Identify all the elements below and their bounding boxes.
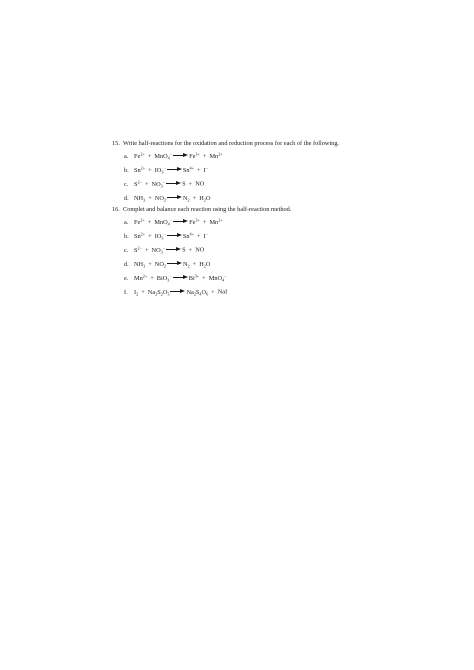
chemical-species: [154, 150, 173, 160]
species-charge: 2+: [218, 150, 223, 156]
chemical-species: [209, 150, 223, 160]
chemical-species: [218, 289, 227, 296]
plus-sign: +: [202, 218, 207, 226]
species-charge: 3+: [195, 150, 200, 156]
species-symbol: NO: [154, 260, 164, 268]
equation-15a: [124, 152, 223, 161]
species-symbol: O: [205, 260, 211, 268]
species-symbol: N: [182, 194, 188, 202]
species-subscript: 3: [167, 290, 170, 296]
species-subscript: 2: [163, 196, 166, 202]
item-letter: d.: [124, 260, 129, 268]
species-symbol: S: [182, 180, 186, 188]
species-symbol: MnO: [154, 152, 168, 160]
plus-sign: +: [147, 152, 152, 160]
species-symbol: H: [199, 194, 204, 202]
equation-16a: [124, 218, 223, 227]
plus-sign: +: [196, 232, 201, 240]
species-charge: 2+: [218, 216, 223, 222]
species-charge: 2−: [137, 244, 142, 250]
chemical-species: [134, 244, 142, 254]
species-subscript: 4: [222, 276, 225, 282]
species-symbol: MnO: [154, 218, 168, 226]
species-symbol: Mn: [134, 274, 143, 282]
reaction-arrow-icon: [166, 246, 181, 252]
species-subscript: 2: [187, 196, 190, 202]
item-letter: a.: [124, 218, 129, 226]
species-subscript: 2: [203, 262, 206, 268]
species-symbol: NO: [151, 180, 161, 188]
species-symbol: I: [203, 232, 206, 240]
chemical-species: [208, 272, 227, 282]
plus-sign: +: [148, 194, 152, 202]
species-symbol: N: [182, 260, 188, 268]
species-charge: 2+: [142, 272, 148, 278]
chemical-species: [134, 272, 148, 282]
species-symbol: NO: [195, 180, 205, 188]
plus-sign: +: [144, 246, 149, 254]
species-charge: 4+: [189, 230, 194, 236]
species-subscript: 3: [161, 168, 164, 174]
chemical-species: [154, 216, 173, 226]
chemical-species: [151, 178, 166, 188]
species-symbol: Fe: [134, 218, 141, 226]
species-symbol: S: [134, 180, 138, 188]
reaction-arrow-icon: [167, 166, 182, 172]
species-symbol: S: [195, 288, 200, 296]
species-subscript: 3: [167, 276, 170, 282]
species-charge: −: [205, 230, 208, 236]
question-number: 15.: [112, 140, 120, 147]
species-symbol: S: [134, 246, 138, 254]
species-symbol: Na: [147, 288, 156, 296]
chemical-species: [203, 164, 208, 174]
chemical-species: [134, 178, 142, 188]
species-symbol: Bi: [188, 274, 195, 282]
species-charge: 4+: [189, 164, 194, 170]
plus-sign: +: [141, 288, 145, 296]
item-letter: f.: [124, 288, 128, 296]
equation-16d: [124, 260, 210, 269]
chemical-species: [134, 164, 146, 174]
equation-15d: [124, 194, 210, 203]
species-symbol: Fe: [189, 218, 196, 226]
chemical-species: [154, 164, 166, 174]
item-letter: b.: [124, 166, 129, 174]
plus-sign: +: [202, 274, 206, 282]
species-symbol: S: [182, 246, 186, 254]
reaction-arrow-icon: [173, 274, 188, 280]
species-symbol: Fe: [189, 152, 196, 160]
species-subscript: 2: [193, 290, 196, 296]
plus-sign: +: [202, 152, 207, 160]
plus-sign: +: [196, 166, 201, 174]
plus-sign: +: [211, 288, 215, 296]
equation-16f: [124, 288, 227, 297]
species-subscript: 2: [136, 290, 139, 296]
chemical-species: [148, 289, 170, 296]
equation-16b: [124, 232, 208, 241]
chemical-species: [203, 230, 208, 240]
plus-sign: +: [192, 260, 197, 268]
chemical-species: [195, 247, 204, 254]
chemical-species: [151, 244, 166, 254]
species-symbol: Sn: [182, 166, 190, 174]
chemical-species: [209, 216, 223, 226]
question-number: 16.: [112, 206, 120, 213]
species-charge: −: [162, 178, 166, 184]
question-text: Write half-reactions for the oxidation and reduction process for each of the following.: [123, 140, 340, 147]
species-charge: 2+: [140, 150, 145, 156]
chemical-species: [182, 164, 194, 174]
species-symbol: NaI: [217, 288, 228, 296]
species-charge: −: [163, 164, 166, 170]
species-charge: −: [205, 164, 208, 170]
species-symbol: O: [201, 288, 207, 296]
species-subscript: 2: [203, 196, 206, 202]
species-symbol: IO: [154, 232, 162, 240]
species-symbol: Mn: [209, 152, 219, 160]
equation-16c: [124, 246, 204, 255]
species-symbol: Fe: [134, 152, 141, 160]
chemical-species: [155, 195, 166, 202]
item-letter: e.: [124, 274, 129, 282]
species-charge: 3+: [195, 216, 200, 222]
species-symbol: I: [134, 288, 137, 296]
species-subscript: 4: [167, 220, 170, 226]
species-charge: 3+: [194, 272, 200, 278]
species-symbol: NH: [134, 194, 144, 202]
species-subscript: 3: [160, 248, 163, 254]
species-symbol: O: [162, 288, 168, 296]
species-symbol: IO: [154, 166, 162, 174]
species-charge: −: [169, 216, 173, 222]
reaction-arrow-icon: [173, 152, 188, 158]
species-charge: 2−: [137, 178, 142, 184]
item-letter: d.: [124, 194, 129, 202]
species-subscript: 3: [143, 262, 146, 268]
item-letter: c.: [124, 180, 129, 188]
question-16: [112, 206, 291, 214]
species-subscript: 2: [155, 290, 158, 296]
plus-sign: +: [188, 180, 193, 188]
species-subscript: 4: [167, 154, 170, 160]
species-symbol: BiO: [156, 274, 168, 282]
species-subscript: 2: [160, 290, 163, 296]
species-subscript: 6: [206, 290, 209, 296]
chemical-species: [189, 150, 200, 160]
reaction-arrow-icon: [167, 260, 182, 266]
item-letter: a.: [124, 152, 129, 160]
species-subscript: 3: [160, 182, 163, 188]
question-15: [112, 140, 339, 148]
reaction-arrow-icon: [166, 180, 181, 186]
species-charge: 2+: [140, 164, 146, 170]
species-charge: −: [169, 272, 172, 278]
species-symbol: Sn: [134, 232, 141, 240]
species-symbol: I: [203, 166, 206, 174]
chemical-species: [154, 230, 166, 240]
chemical-species: [183, 261, 190, 268]
chemical-species: [134, 195, 145, 202]
reaction-arrow-icon: [167, 194, 182, 200]
species-symbol: NO: [154, 194, 164, 202]
equation-15b: [124, 166, 208, 175]
species-subscript: 3: [143, 196, 146, 202]
plus-sign: +: [148, 232, 152, 240]
chemical-species: [182, 230, 194, 240]
species-charge: −: [162, 244, 166, 250]
species-symbol: S: [157, 288, 161, 296]
chemical-species: [134, 261, 145, 268]
chemical-species: [134, 150, 145, 160]
chemical-species: [134, 216, 145, 226]
item-letter: b.: [124, 232, 129, 240]
species-charge: −: [163, 230, 166, 236]
plus-sign: +: [192, 194, 197, 202]
species-symbol: NO: [151, 246, 161, 254]
chemical-species: [195, 181, 204, 188]
species-symbol: MnO: [208, 274, 223, 282]
species-subscript: 2: [163, 262, 166, 268]
item-letter: c.: [124, 246, 129, 254]
species-symbol: H: [199, 260, 204, 268]
species-charge: 2+: [140, 216, 145, 222]
plus-sign: +: [144, 180, 149, 188]
species-charge: 2+: [140, 230, 146, 236]
chemical-species: [189, 216, 200, 226]
plus-sign: +: [188, 246, 193, 254]
species-symbol: Na: [186, 288, 194, 296]
plus-sign: +: [148, 260, 152, 268]
reaction-arrow-icon: [173, 218, 188, 224]
plus-sign: +: [147, 218, 152, 226]
chemical-species: [134, 230, 146, 240]
chemical-species: [188, 272, 200, 282]
chemical-species: [156, 272, 172, 282]
chemical-species: [199, 195, 210, 202]
species-symbol: O: [205, 194, 211, 202]
plus-sign: +: [150, 274, 154, 282]
species-symbol: NH: [134, 260, 144, 268]
species-symbol: Sn: [182, 232, 190, 240]
species-charge: −: [224, 272, 227, 278]
equation-16e: [124, 274, 227, 283]
species-subscript: 3: [161, 234, 164, 240]
species-subscript: 4: [199, 290, 202, 296]
plus-sign: +: [148, 166, 152, 174]
chemical-species: [183, 195, 190, 202]
species-subscript: 2: [187, 262, 190, 268]
species-symbol: Sn: [134, 166, 141, 174]
equation-15c: [124, 180, 204, 189]
question-text: Complet and balance each reaction using the half-reaction method.: [123, 206, 292, 213]
species-symbol: Mn: [209, 218, 219, 226]
chemical-species: [155, 261, 166, 268]
chemical-species: [199, 261, 210, 268]
reaction-arrow-icon: [170, 288, 185, 294]
reaction-arrow-icon: [167, 232, 182, 238]
chemical-species: [186, 289, 208, 296]
species-symbol: NO: [195, 246, 205, 254]
species-charge: −: [169, 150, 173, 156]
